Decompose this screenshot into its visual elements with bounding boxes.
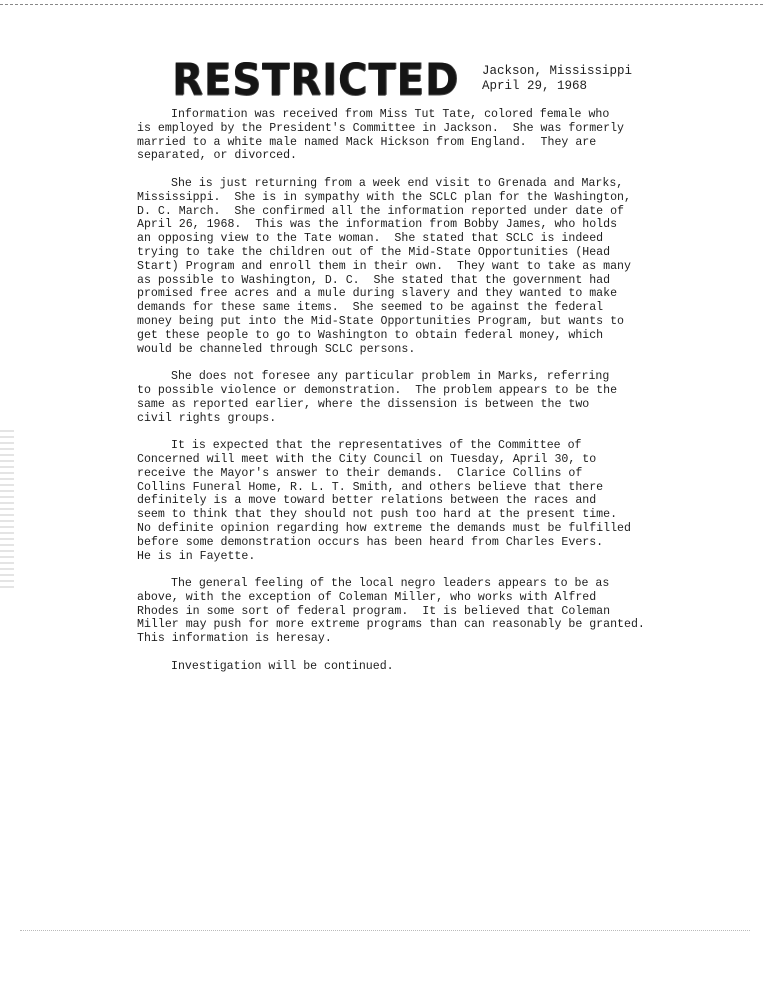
text-line: receive the Mayor's answer to their demands. Clarice Collins of — [137, 466, 583, 480]
scan-noise-left — [0, 430, 14, 590]
text-line: No definite opinion regarding how extreme the demands must be fulfilled — [137, 521, 631, 535]
text-line: separated, or divorced. — [137, 149, 298, 163]
text-line: She does not foresee any particular problem in Marks, referring — [171, 370, 610, 384]
scan-noise-bottom — [20, 930, 750, 931]
text-line: He is in Fayette. — [137, 549, 256, 563]
text-line: D. C. March. She confirmed all the information reported under date of — [137, 204, 625, 218]
text-line: before some demonstration occurs has been heard from Charles Evers. — [137, 535, 604, 549]
text-line: promised free acres and a mule during slavery and they wanted to make — [137, 287, 618, 301]
text-line: Information was received from Miss Tut Tate, colored female who — [171, 108, 610, 121]
text-line: Collins Funeral Home, R. L. T. Smith, and others believe that there — [137, 480, 604, 494]
report-body — [137, 108, 657, 687]
dateline — [482, 64, 632, 94]
text-line: money being put into the Mid-State Opportunities Program, but wants to — [137, 314, 625, 328]
text-line: It is expected that the representatives of the Committee of — [171, 439, 582, 453]
paragraph-1 — [137, 108, 657, 163]
text-line: is employed by the President's Committee in Jackson. She was formerly — [137, 121, 625, 135]
closing-line: Investigation will be continued. — [171, 659, 394, 673]
text-line: above, with the exception of Coleman Miller, who works with Alfred — [137, 590, 597, 604]
text-line: Start) Program and enroll them in their own. They want to take as many — [137, 259, 631, 273]
text-line: definitely is a move toward better relations between the races and — [137, 494, 597, 508]
paragraph-3 — [137, 370, 657, 425]
text-line: as possible to Washington, D. C. She stated that the government had — [137, 273, 611, 287]
text-line: The general feeling of the local negro leaders appears to be as — [171, 577, 610, 591]
paragraph-4 — [137, 439, 657, 563]
restricted-stamp: RESTRICTED — [172, 54, 460, 106]
text-line: to possible violence or demonstration. The problem appears to be the — [137, 383, 618, 397]
text-line: trying to take the children out of the Mid-State Opportunities (Head — [137, 245, 611, 259]
top-scan-edge — [0, 4, 763, 5]
text-line: get these people to go to Washington to obtain federal money, which — [137, 328, 604, 342]
text-line: seem to think that they should not push too hard at the present time. — [137, 508, 618, 522]
text-line: demands for these same items. She seemed to be against the federal — [137, 301, 604, 315]
paragraph-5 — [137, 577, 657, 646]
text-line: an opposing view to the Tate woman. She stated that SCLC is indeed — [137, 232, 604, 246]
text-line: married to a white male named Mack Hickson from England. They are — [137, 135, 597, 149]
dateline-date: April 29, 1968 — [482, 79, 588, 93]
text-line: April 26, 1968. This was the information from Bobby James, who holds — [137, 218, 618, 232]
text-line: This information is heresay. — [137, 632, 332, 646]
closing-paragraph — [137, 660, 657, 674]
paragraph-2 — [137, 177, 657, 356]
text-line: Mississippi. She is in sympathy with the SCLC plan for the Washington, — [137, 190, 631, 204]
text-line: would be channeled through SCLC persons. — [137, 342, 416, 356]
text-line: civil rights groups. — [137, 411, 277, 425]
text-line: Rhodes in some sort of federal program. It is believed that Coleman — [137, 604, 611, 618]
dateline-city: Jackson, Mississippi — [482, 64, 633, 78]
text-line: Concerned will meet with the City Council on Tuesday, April 30, to — [137, 452, 597, 466]
text-line: Miller may push for more extreme programs than can reasonably be granted. — [137, 618, 645, 632]
text-line: She is just returning from a week end visit to Grenada and Marks, — [171, 176, 624, 190]
text-line: same as reported earlier, where the dissension is between the two — [137, 397, 590, 411]
